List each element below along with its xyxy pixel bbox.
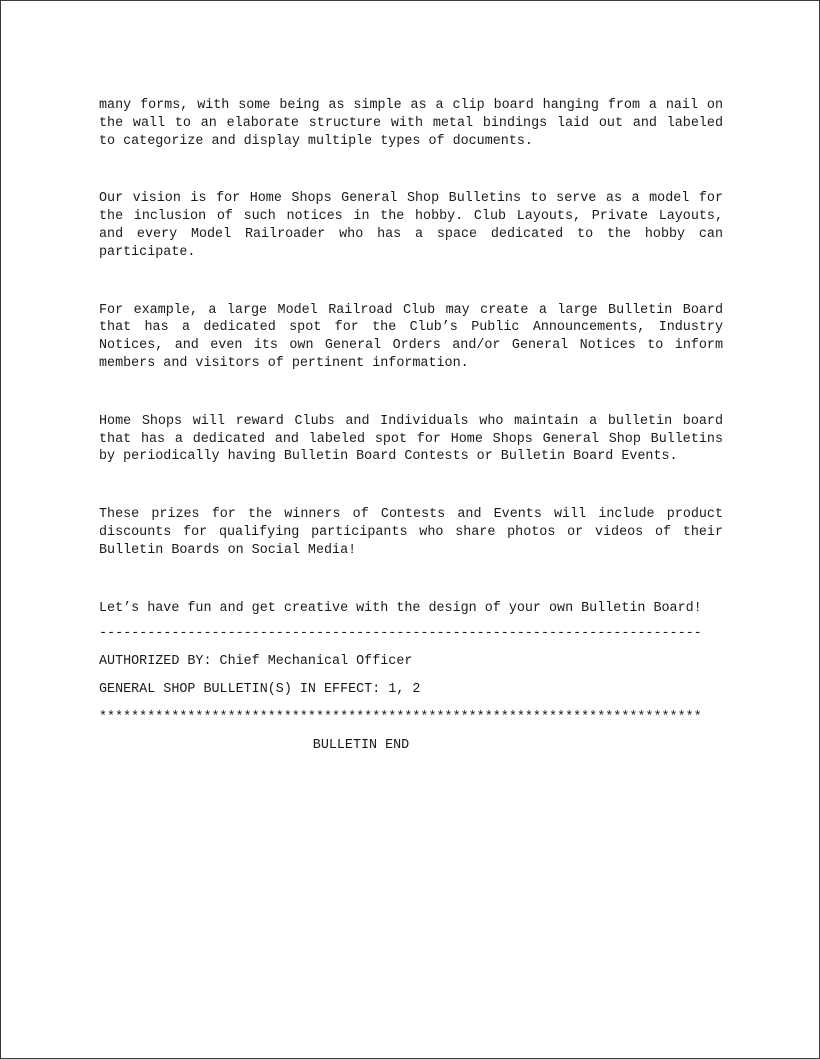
paragraph-vision: Our vision is for Home Shops General Shop Bulletins to serve as a model for the inclusion of such notices in the hobby. Club Layouts, Private Layouts, and every Model Railroader who has a space dedicated to the hobby can participate. [99,191,723,260]
paragraph-spacer [99,150,723,190]
paragraph-example: For example, a large Model Railroad Club may create a large Bulletin Board that has a dedicated spot for the Club’s Public Announcements, Industry Notices, and even its own General Orders and/or General Notices to inform members and visitors of pertinent information. [99,302,723,371]
bulletin-end-label: BULLETIN END [312,737,410,753]
paragraph-spacer [99,560,723,600]
paragraph-spacer [99,262,723,302]
authorized-by: AUTHORIZED BY: Chief Mechanical Officer [99,654,413,670]
document-body [99,97,723,754]
paragraph-closing: Let’s have fun and get creative with the design of your own Bulletin Board! [99,600,702,616]
paragraph-spacer [99,373,723,413]
paragraph-rewards: Home Shops will reward Clubs and Individuals who maintain a bulletin board that has a dedicated and labeled spot for Home Shops General Shop Bulletins by periodically having Bulletin Board Contests or Bulletin Board Events. [99,413,723,465]
star-divider: *************************************************************************** [99,709,702,725]
paragraph-spacer [99,466,723,506]
paragraph-spacer [99,671,723,681]
paragraph-prizes: These prizes for the winners of Contests and Events will include product discounts for qualifying participants who share photos or videos of their Bulletin Boards on Social Media! [99,507,723,558]
paragraph-spacer [99,699,723,709]
paragraph-spacer [99,617,723,625]
dash-divider: --------------------------------------------------------------------------- [99,626,702,642]
paragraph-spacer [99,643,723,653]
bulletins-in-effect: GENERAL SHOP BULLETIN(S) IN EFFECT: 1, 2 [99,681,421,697]
paragraph-spacer [99,727,723,737]
paragraph-bulletin-board-forms: many forms, with some being as simple as a clip board hanging from a nail on the wall to an elaborate structure with metal bindings laid out and labeled to categorize and display multiple types of documents. [99,98,723,149]
